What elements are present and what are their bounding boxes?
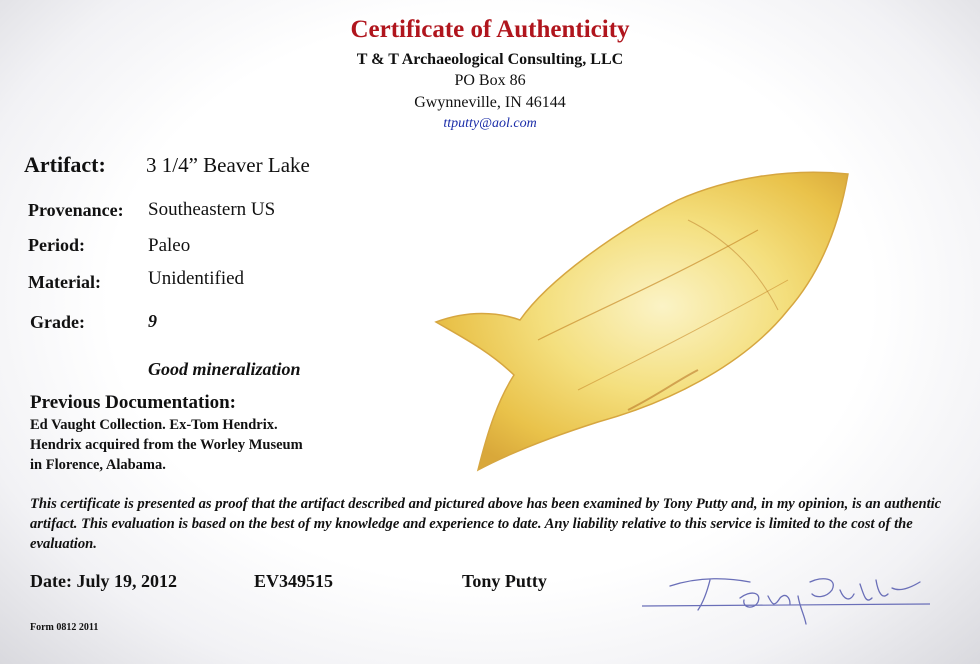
certificate-date: Date: July 19, 2012 <box>30 571 177 591</box>
material-label: Material: <box>28 272 101 292</box>
previous-documentation-heading: Previous Documentation: <box>30 392 236 413</box>
artifact-label: Artifact: <box>24 152 106 177</box>
certification-statement: This certificate is presented as proof that the artifact described and pictured above has been examined by Tony Putty and, in my opinion, is an authentic artifact. This evaluation is based on the best of my knowledge and experience to date. Any liability relative to this service is limited to the cost of the evaluation. <box>30 496 942 552</box>
po-box: PO Box 86 <box>454 72 526 89</box>
form-number: Form 0812 2011 <box>30 622 99 633</box>
examiner-name: Tony Putty <box>462 571 547 591</box>
provenance-label: Provenance: <box>28 200 124 220</box>
mineralization-note: Good mineralization <box>148 359 301 379</box>
artifact-value: 3 1/4” Beaver Lake <box>146 153 310 177</box>
period-label: Period: <box>28 235 85 255</box>
email-link[interactable]: ttputty@aol.com <box>443 116 537 131</box>
artifact-photo <box>428 160 856 475</box>
material-value: Unidentified <box>148 268 245 289</box>
signature-icon <box>640 568 940 638</box>
grade-value: 9 <box>148 311 157 331</box>
certificate-id: EV349515 <box>254 571 334 591</box>
grade-label: Grade: <box>30 312 85 332</box>
period-value: Paleo <box>148 235 191 256</box>
previous-documentation-line: Hendrix acquired from the Worley Museum <box>30 437 303 453</box>
provenance-value: Southeastern US <box>148 199 276 220</box>
company-name: T & T Archaeological Consulting, LLC <box>356 51 624 68</box>
certificate-title: Certificate of Authenticity <box>350 16 630 43</box>
previous-documentation-line: Ed Vaught Collection. Ex-Tom Hendrix. <box>30 417 278 433</box>
previous-documentation-line: in Florence, Alabama. <box>30 457 166 473</box>
city-address: Gwynneville, IN 46144 <box>414 94 566 111</box>
